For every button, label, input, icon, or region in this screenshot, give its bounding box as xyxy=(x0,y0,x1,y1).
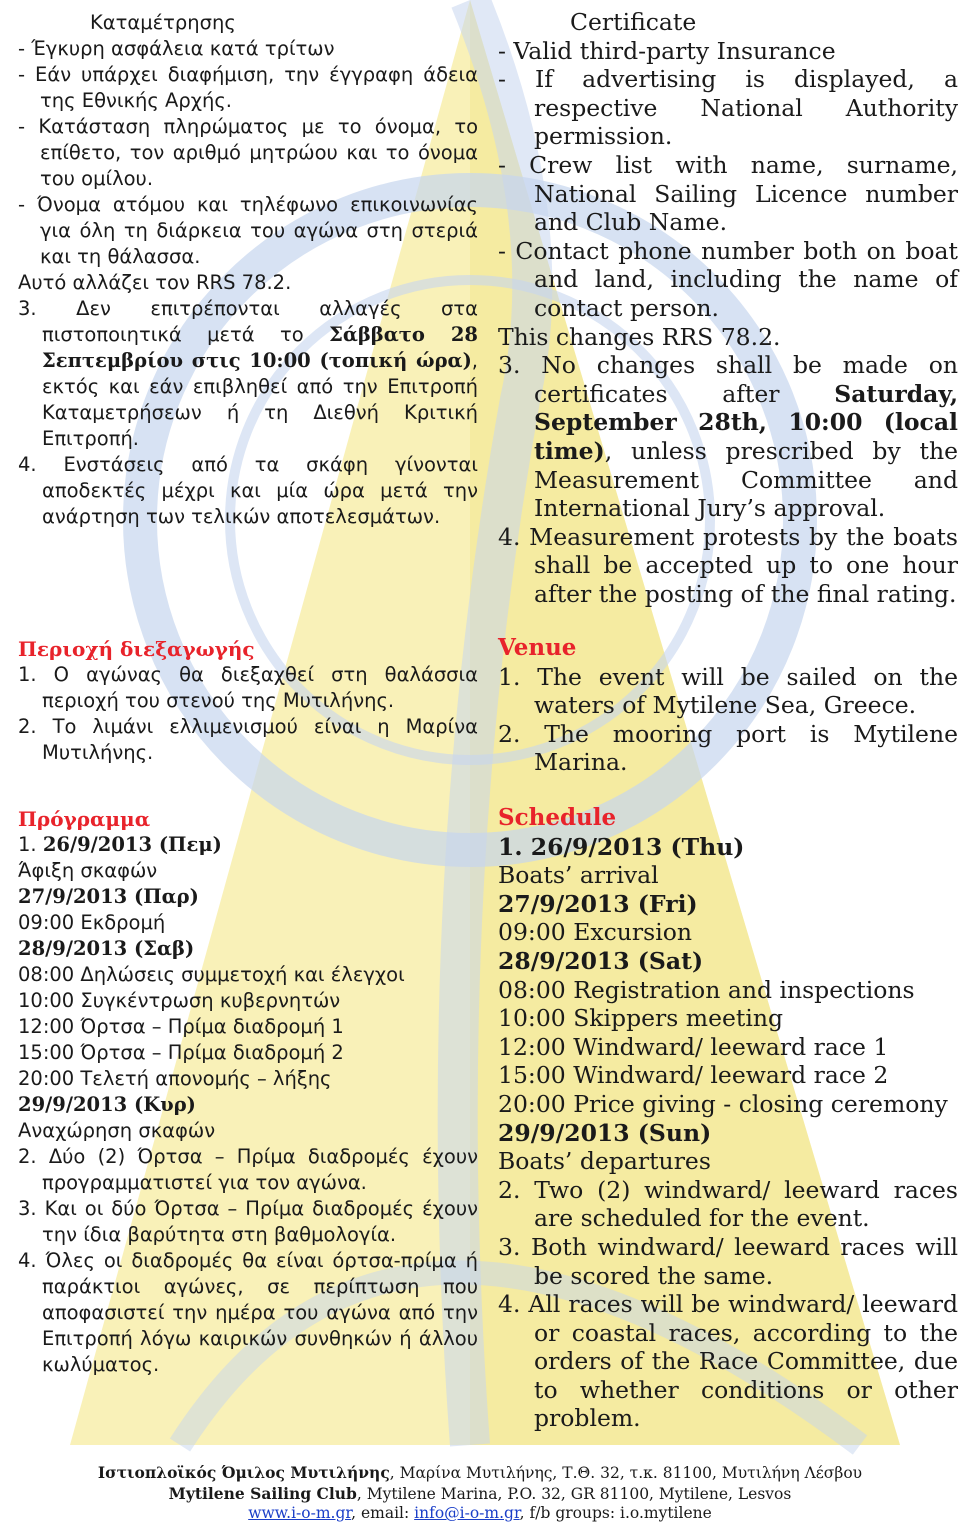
english-schedule-note-3: 3. Both windward/ leeward races will be scored the same. xyxy=(498,1232,958,1290)
facebook-groups-text: , f/b groups: i.o.mytilene xyxy=(519,1504,712,1522)
greek-column xyxy=(18,10,478,530)
greek-venue-item-1: 1. Ο αγώνας θα διεξαχθεί στη θαλάσσια περιοχή του στενού της Μυτιλήνης. xyxy=(18,663,478,712)
english-bullet-crew-list: - Crew list with name, surname, National Sailing Licence number and Club Name. xyxy=(498,150,958,237)
english-item-3-text: 3. No changes shall be made on certificates after xyxy=(498,351,958,408)
greek-bullet-crew-list: - Κατάσταση πληρώματος με το όνομα, το επίθετο, τον αριθμό μητρώου και το όνομα του ομίλου. xyxy=(18,115,478,190)
english-day-3-date: 28/9/2013 (Sat) xyxy=(498,946,704,975)
greek-item-3-text: 3. Δεν επιτρέπονται αλλαγές στα πιστοποιητικά μετά το xyxy=(18,297,478,346)
website-link[interactable]: www.i-o-m.gr xyxy=(248,1504,352,1522)
greek-day-3-event: 20:00 Τελετή απονομής – λήξης xyxy=(18,1067,332,1090)
greek-venue-heading: Περιοχή διεξαγωγής xyxy=(18,637,255,661)
greek-bullet-insurance: - Έγκυρη ασφάλεια κατά τρίτων xyxy=(18,37,335,60)
footer-greek-address xyxy=(0,1463,960,1484)
greek-day-2-event: 09:00 Εκδρομή xyxy=(18,911,166,934)
greek-venue-section xyxy=(18,636,478,766)
english-day-3-event: 10:00 Skippers meeting xyxy=(498,1004,784,1033)
english-day-1-event: Boats’ arrival xyxy=(498,861,659,890)
english-day-3-event: 12:00 Windward/ leeward race 1 xyxy=(498,1032,889,1061)
greek-schedule-section xyxy=(18,806,478,1378)
greek-schedule-note-4: 4. Όλες οι διαδρομές θα είναι όρτσα-πρίμα ή παράκτιοι αγώνες, σε περίπτωση που αποφασιστεί την ημέρα του αγώνα από την Επιτροπή λόγω καιρικών συνθηκών ή άλλου κωλύματος. xyxy=(18,1249,478,1376)
english-day-3-event: 20:00 Price giving - closing ceremony xyxy=(498,1089,948,1118)
greek-day-4-date: 29/9/2013 (Κυρ) xyxy=(18,1093,196,1116)
greek-item-3-deadline: Σάββατο 28 Σεπτεμβρίου στις 10:00 (τοπική ώρα) xyxy=(42,323,478,372)
english-rrs-change: This changes RRS 78.2. xyxy=(498,322,781,351)
english-venue-item-2: 2. The mooring port is Mytilene Marina. xyxy=(498,719,958,777)
greek-day-1-number: 1. xyxy=(18,833,43,856)
greek-bullet-advertising: - Εάν υπάρχει διαφήμιση, την έγγραφη άδεια της Εθνικής Αρχής. xyxy=(18,63,478,112)
english-item-3-text-end: , unless prescribed by the Measurement Committee and International Jury’s approval. xyxy=(534,436,958,523)
footer-club-name-greek: Ιστιοπλοϊκός Όμιλος Μυτιλήνης xyxy=(97,1463,390,1482)
english-schedule-section xyxy=(498,804,958,1433)
email-label: , email: xyxy=(351,1504,415,1522)
greek-day-2-date: 27/9/2013 (Παρ) xyxy=(18,885,199,908)
english-bullet-contact: - Contact phone number both on boat and land, including the name of contact person. xyxy=(498,236,958,322)
greek-schedule-heading: Πρόγραμμα xyxy=(18,807,151,831)
greek-day-3-event: 15:00 Όρτσα – Πρίμα διαδρομή 2 xyxy=(18,1041,344,1064)
greek-day-3-event: 12:00 Όρτσα – Πρίμα διαδρομή 1 xyxy=(18,1015,344,1038)
footer-club-name-english: Mytilene Sailing Club xyxy=(168,1483,357,1503)
english-day-4-date: 29/9/2013 (Sun) xyxy=(498,1118,712,1147)
greek-bullet-contact: - Όνομα ατόμου και τηλέφωνο επικοινωνίας για όλη τη διάρκεια του αγώνα στη στεριά και τη θάλασσα. xyxy=(18,193,478,268)
english-day-4-event: Boats’ departures xyxy=(498,1147,711,1176)
greek-schedule-note-3: 3. Και οι δύο Όρτσα – Πρίμα διαδρομές έχουν την ίδια βαρύτητα στη βαθμολογία. xyxy=(18,1197,478,1246)
greek-rrs-change: Αυτό αλλάζει τον RRS 78.2. xyxy=(18,271,292,294)
english-day-3-event: 08:00 Registration and inspections xyxy=(498,975,915,1004)
english-venue-item-1: 1. The event will be sailed on the waters of Mytilene Sea, Greece. xyxy=(498,662,958,720)
greek-item-3-text-end: , εκτός και εάν επιβληθεί από την Επιτροπή Καταμετρήσεων ή τη Διεθνή Κριτική Επιτροπή. xyxy=(42,349,478,450)
english-item-3-deadline: Saturday, September 28th, 10:00 (local time) xyxy=(534,379,958,465)
greek-day-3-date: 28/9/2013 (Σαβ) xyxy=(18,937,195,960)
greek-item-4: 4. Ενστάσεις από τα σκάφη γίνονται αποδεκτές μέχρι και μία ώρα μετά την ανάρτηση των τελικών αποτελεσμάτων. xyxy=(18,453,478,528)
english-bullet-advertising: - If advertising is displayed, a respective National Authority permission. xyxy=(498,65,958,151)
greek-day-1-date: 26/9/2013 (Πεμ) xyxy=(42,833,222,856)
greek-day-3-event: 08:00 Δηλώσεις συμμετοχή και έλεγχοι xyxy=(18,963,405,986)
email-link[interactable]: info@i-o-m.gr xyxy=(414,1504,520,1522)
english-column xyxy=(498,8,958,608)
english-venue-section xyxy=(498,634,958,777)
english-schedule-note-2: 2. Two (2) windward/ leeward races are scheduled for the event. xyxy=(498,1175,958,1233)
greek-item-3 xyxy=(18,296,478,452)
greek-day-1 xyxy=(18,832,478,858)
greek-day-4-event: Αναχώρηση σκαφών xyxy=(18,1119,216,1142)
english-schedule-heading: Schedule xyxy=(498,804,617,831)
english-intro-section xyxy=(498,8,958,608)
english-item-4: 4. Measurement protests by the boats shall be accepted up to one hour after the posting of the final rating. xyxy=(498,522,958,608)
greek-schedule-note-2: 2. Δύο (2) Όρτσα – Πρίμα διαδρομές έχουν προγραμματιστεί για τον αγώνα. xyxy=(18,1145,478,1194)
english-day-2-event: 09:00 Excursion xyxy=(498,918,692,947)
english-venue-heading: Venue xyxy=(498,634,577,661)
greek-day-1-event: Άφιξη σκαφών xyxy=(18,859,158,882)
english-day-3-event: 15:00 Windward/ leeward race 2 xyxy=(498,1061,889,1090)
footer-english-address xyxy=(0,1484,960,1505)
footer-address-english: , Mytilene Marina, P.O. 32, GR 81100, Mytilene, Lesvos xyxy=(356,1484,792,1503)
english-intro-line: Certificate xyxy=(570,8,697,36)
greek-venue-item-2: 2. Το λιμάνι ελλιμενισμού είναι η Μαρίνα Μυτιλήνης. xyxy=(18,715,478,764)
english-bullet-insurance: - Valid third-party Insurance xyxy=(498,36,836,65)
english-item-3 xyxy=(498,351,958,523)
greek-intro-section xyxy=(18,10,478,530)
page-footer xyxy=(0,1463,960,1524)
greek-intro-line: Καταμέτρησης xyxy=(90,11,236,34)
english-day-2-date: 27/9/2013 (Fri) xyxy=(498,889,698,918)
english-schedule-note-4: 4. All races will be windward/ leeward or coastal races, according to the orders of the Race Committee, due to whether conditions or other problem. xyxy=(498,1290,958,1433)
footer-address-greek: , Μαρίνα Μυτιλήνης, Τ.Θ. 32, τ.κ. 81100, Μυτιλήνη Λέσβου xyxy=(389,1464,863,1482)
english-day-1-date: 1. 26/9/2013 (Thu) xyxy=(498,832,745,861)
greek-day-3-event: 10:00 Συγκέντρωση κυβερνητών xyxy=(18,989,341,1012)
